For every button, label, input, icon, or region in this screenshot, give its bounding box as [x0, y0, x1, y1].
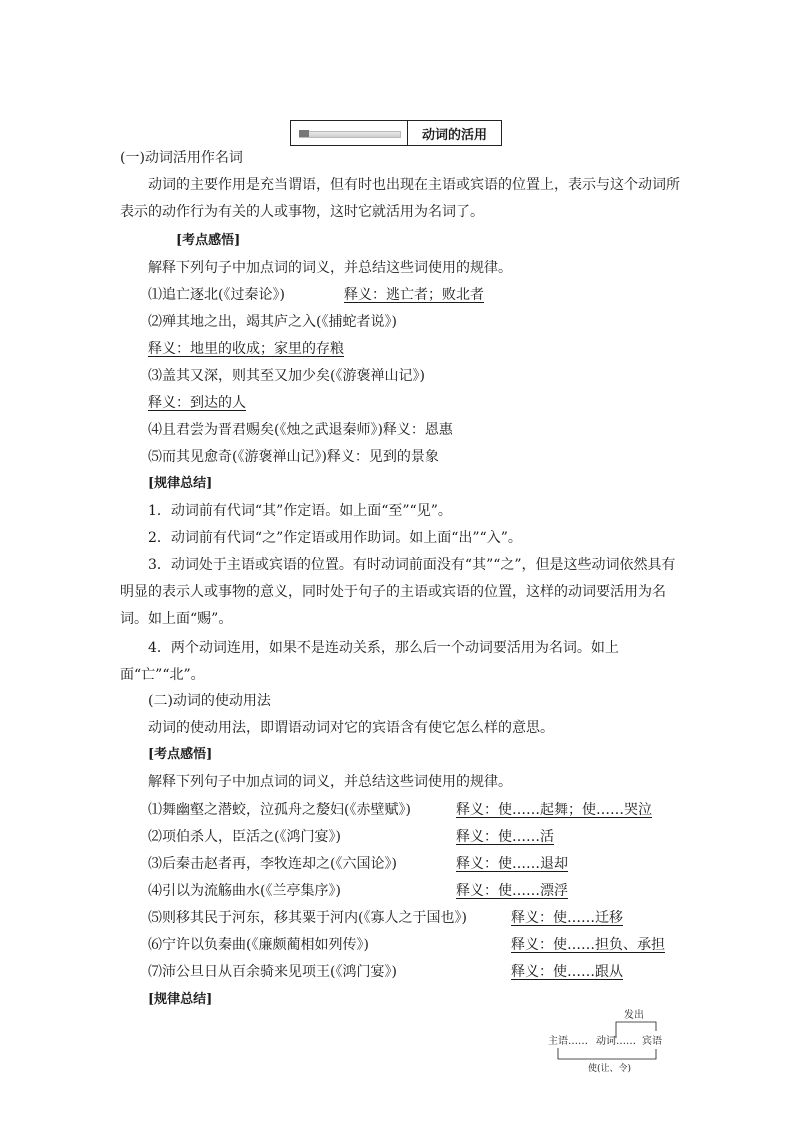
banner-title: 动词的活用 — [421, 127, 487, 143]
s2-example — [148, 800, 652, 820]
diagram-bottom-arrow — [558, 1048, 656, 1059]
rule-1: 1．动词前有代词“其”作定语。如上面“至”“见”。 — [148, 503, 452, 519]
s2-example — [148, 908, 623, 928]
s2-example — [148, 827, 554, 847]
section2-heading: (二)动词的使动用法 — [148, 693, 271, 709]
s2-example-answer: 释义：使……跟从 — [511, 964, 623, 980]
s1-example-2-answer: 释义：地里的收成；家里的存粮 — [148, 341, 344, 357]
section2-kaodian-label: [考点感悟] — [148, 747, 213, 762]
s2-example — [148, 881, 568, 901]
causative-diagram — [540, 1005, 680, 1075]
s2-example-answer: 释义：使……担负、承担 — [511, 937, 665, 953]
s1-example-3-question: ⑶盖其又深，则其至又加少矣(《游褒禅山记》) — [148, 368, 425, 384]
diagram-verb: 动词 — [596, 1036, 616, 1047]
s2-example-question: ⑴舞幽壑之潜蛟，泣孤舟之嫠妇(《赤壁赋》) — [148, 802, 411, 818]
diagram-dots-2: …… — [616, 1036, 636, 1047]
s2-example-question: ⑸则移其民于河东，移其粟于河内(《寡人之于国也》) — [148, 910, 467, 926]
diagram-bottom-label: 使(让、令) — [588, 1064, 632, 1074]
rule-2: 2．动词前有代词“之”作定语或用作助词。如上面“出”“入”。 — [148, 530, 522, 546]
diagram-object: 宾语 — [642, 1036, 662, 1047]
s2-example-question: ⑺沛公旦日从百余骑来见项王(《鸿门宴》) — [148, 964, 397, 980]
section1-intro: 动词的主要作用是充当谓语，但有时也出现在主语或宾语的位置上，表示与这个动词所表示的动作行为有关的人或事物，这时它就活用为名词了。 — [120, 177, 680, 220]
s2-example-answer: 释义：使……退却 — [456, 856, 568, 872]
section1-kaodian-label: [考点感悟] — [176, 233, 241, 248]
s1-example-4: ⑷且君尝为晋君赐矣(《烛之武退秦师》)释义：恩惠 — [148, 422, 453, 438]
s2-example-question: ⑹宁许以负秦曲(《廉颇蔺相如列传》) — [148, 937, 369, 953]
section2-instruction: 解释下列句子中加点词的词义，并总结这些词使用的规律。 — [148, 774, 512, 790]
s1-example-5: ⑸而其见愈奇(《游褒禅山记》)释义：见到的景象 — [148, 449, 439, 465]
s2-example-answer: 释义：使……漂浮 — [456, 883, 568, 899]
section-banner — [290, 120, 502, 146]
s1-example-1 — [148, 285, 484, 305]
rule-3: 3．动词处于主语或宾语的位置。有时动词前面没有“其”“之”，但是这些动词依然具有明显的表示人或事物的意义，同时处于句子的主语或宾语的位置，这样的动词要活用为名词。如上面“赐”。 — [120, 557, 676, 627]
banner-decoration — [291, 121, 408, 145]
s2-example — [148, 854, 568, 874]
diagram-dots-1: …… — [568, 1036, 588, 1047]
s2-example-question: ⑶后秦击赵者再，李牧连却之(《六国论》) — [148, 856, 397, 872]
s1-example-1-answer: 释义：逃亡者；败北者 — [344, 287, 484, 303]
s2-example-answer: 释义：使……起舞；使……哭泣 — [456, 802, 652, 818]
section2-guilv-label: [规律总结] — [148, 992, 213, 1007]
section1-guilv-label: [规律总结] — [148, 476, 213, 491]
s2-example-question: ⑷引以为流觞曲水(《兰亭集序》) — [148, 883, 341, 899]
rule-4: 4．两个动词连用，如果不是连动关系，那么后一个动词要活用为名词。如上面“亡”“北”。 — [120, 640, 619, 683]
s2-example — [148, 962, 623, 982]
s1-example-1-question: ⑴追亡逐北(《过秦论》) — [148, 287, 285, 303]
diagram-subject: 主语 — [548, 1036, 568, 1047]
s1-example-3-answer: 释义：到达的人 — [148, 395, 246, 411]
section2-intro: 动词的使动用法，即谓语动词对它的宾语含有使它怎么样的意思。 — [148, 720, 554, 736]
s2-example-answer: 释义：使……迁移 — [511, 910, 623, 926]
s2-example — [148, 935, 665, 955]
section1-heading: (一)动词活用作名词 — [120, 150, 243, 166]
s1-example-2-question: ⑵殚其地之出，竭其庐之入(《捕蛇者说》) — [148, 314, 397, 330]
s2-example-answer: 释义：使……活 — [456, 829, 554, 845]
diagram-top-label: 发出 — [624, 1010, 644, 1021]
s2-example-question: ⑵项伯杀人，臣活之(《鸿门宴》) — [148, 829, 341, 845]
section1-instruction: 解释下列句子中加点词的词义，并总结这些词使用的规律。 — [148, 260, 512, 276]
